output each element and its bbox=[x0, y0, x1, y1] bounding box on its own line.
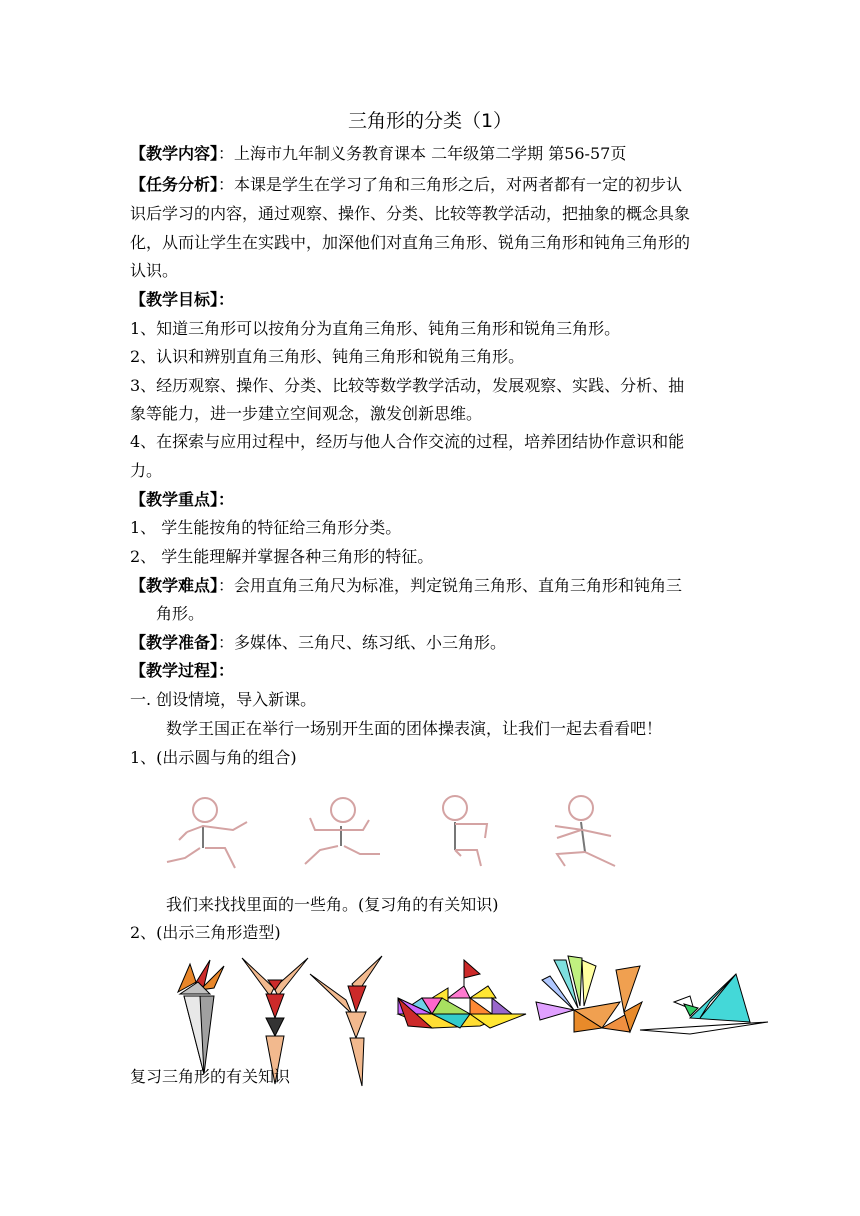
difficulty-line bbox=[130, 573, 682, 596]
process-step-1: 一. 创设情境，导入新课。 bbox=[130, 690, 317, 709]
prep-text: ：多媒体、三角尺、练习纸、小三角形。 bbox=[218, 633, 507, 652]
process-label: 【教学过程】： bbox=[130, 661, 235, 680]
analysis-line-2: 识后学习的内容，通过观察、操作、分类、比较等教学活动，把抽象的概念具象 bbox=[130, 204, 691, 223]
stick-figure-1 bbox=[167, 798, 247, 868]
peacock-shape bbox=[536, 956, 642, 1032]
stick-figure-3 bbox=[443, 796, 487, 866]
process-item-2: 2、(出示三角形造型) bbox=[130, 923, 281, 942]
content-text: ：上海市九年制义务教育课本 二年级第二学期 第56-57页 bbox=[218, 144, 627, 163]
difficulty-text: ：会用直角三角尺为标准，判定锐角三角形、直角三角形和钝角三 bbox=[218, 576, 683, 595]
analysis-label: 【任务分析】 bbox=[130, 175, 219, 194]
analysis-text: ：本课是学生在学习了角和三角形之后，对两者都有一定的初步认 bbox=[218, 175, 683, 194]
key-label: 【教学重点】： bbox=[130, 490, 235, 509]
process-note-1: 我们来找找里面的一些角。(复习角的有关知识) bbox=[166, 895, 499, 914]
torch-shape bbox=[178, 960, 224, 1074]
stick-figure-2 bbox=[305, 798, 380, 864]
analysis-line-3: 化，从而让学生在实践中，加深他们对直角三角形、锐角三角形和钝角三角形的 bbox=[130, 233, 691, 252]
process-item-1: 1、(出示圆与角的组合) bbox=[130, 748, 297, 767]
goal-1: 1、知道三角形可以按角分为直角三角形、钝角三角形和锐角三角形。 bbox=[130, 319, 621, 338]
goal-4: 4、在探索与应用过程中，经历与他人合作交流的过程，培养团结协作意识和能 bbox=[130, 432, 685, 451]
key-point-1: 1、 学生能按角的特征给三角形分类。 bbox=[130, 518, 402, 537]
difficulty-label: 【教学难点】 bbox=[130, 576, 219, 595]
process-note-2: 复习三角形的有关知识 bbox=[130, 1067, 291, 1086]
analysis-line-4: 认识。 bbox=[130, 261, 179, 280]
process-intro: 数学王国正在举行一场别开生面的团体操表演，让我们一起去看看吧！ bbox=[166, 719, 663, 738]
dancer-2-shape bbox=[310, 956, 382, 1086]
bird-shape bbox=[640, 974, 768, 1034]
analysis-line-1 bbox=[130, 172, 682, 195]
stick-figure-4 bbox=[555, 796, 615, 866]
prep-line bbox=[130, 630, 506, 653]
boat-shape bbox=[398, 960, 526, 1028]
goal-2: 2、认识和辨别直角三角形、钝角三角形和锐角三角形。 bbox=[130, 347, 525, 366]
goals-label: 【教学目标】： bbox=[130, 290, 235, 309]
content-label: 【教学内容】 bbox=[130, 144, 219, 163]
goal-3: 3、经历观察、操作、分类、比较等数学教学活动，发展观察、实践、分析、抽 bbox=[130, 376, 685, 395]
content-line bbox=[130, 141, 626, 164]
prep-label: 【教学准备】 bbox=[130, 633, 219, 652]
difficulty-cont: 角形。 bbox=[156, 604, 205, 623]
stick-figures-illustration bbox=[155, 790, 635, 875]
key-point-2: 2、 学生能理解并掌握各种三角形的特征。 bbox=[130, 547, 434, 566]
page-title: 三角形的分类（1） bbox=[347, 110, 513, 132]
goal-3-cont: 象等能力，进一步建立空间观念，激发创新思维。 bbox=[130, 404, 483, 423]
goal-4-cont: 力。 bbox=[130, 461, 163, 480]
